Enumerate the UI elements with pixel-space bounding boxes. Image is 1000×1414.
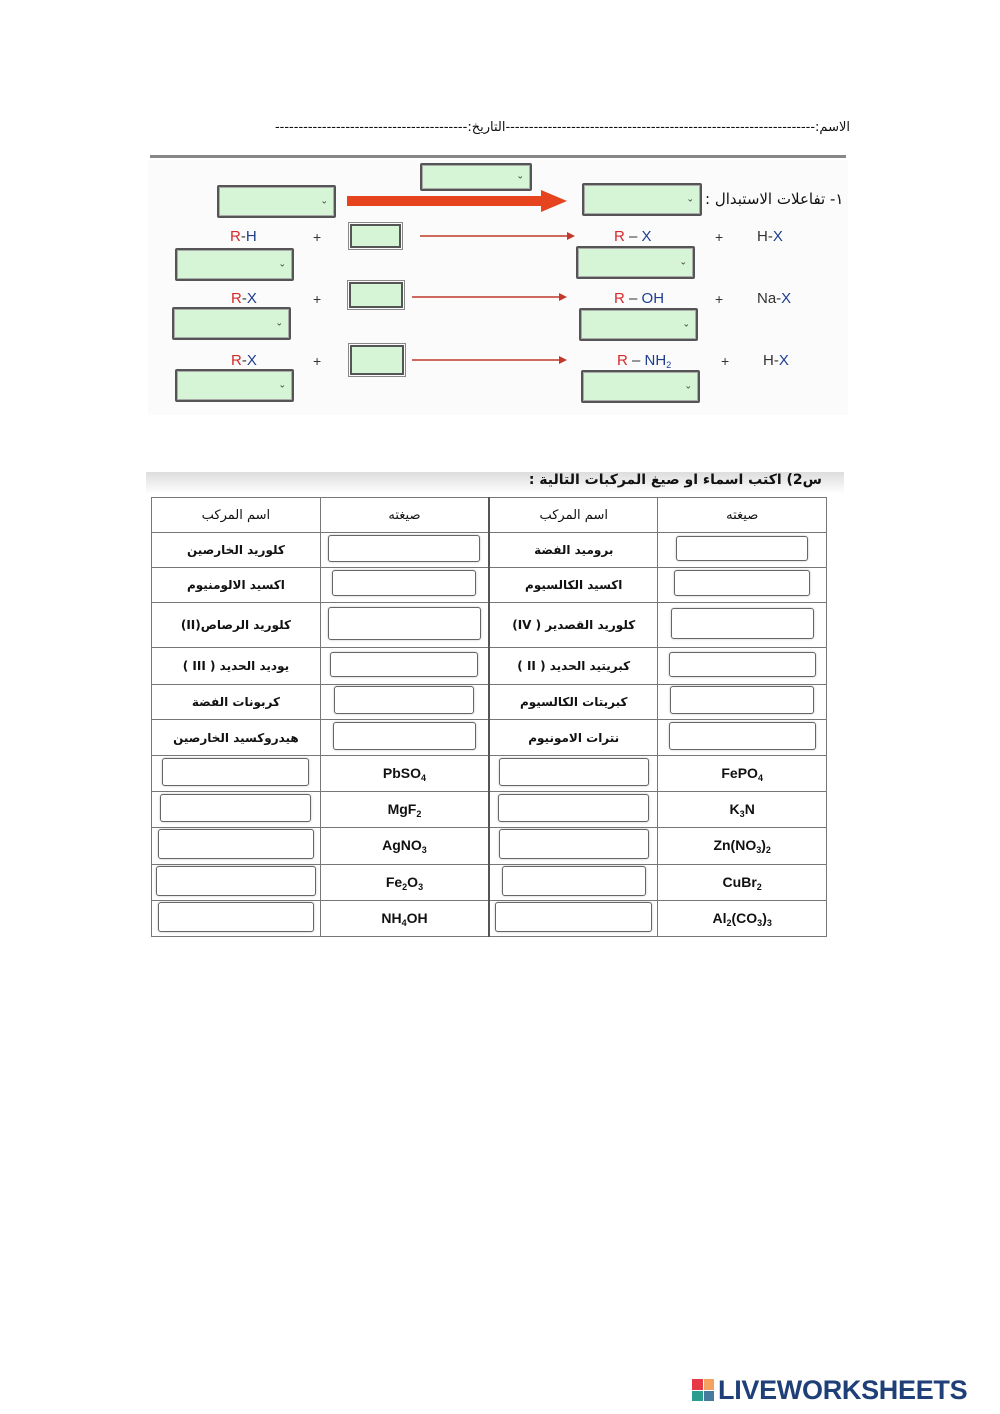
reactant-type-dropdown[interactable] bbox=[217, 185, 336, 218]
name-cell bbox=[489, 792, 658, 828]
name-date-line bbox=[150, 120, 850, 142]
name-input[interactable] bbox=[156, 866, 316, 896]
formula-input[interactable] bbox=[334, 686, 474, 714]
formula-cell bbox=[320, 648, 489, 685]
chevron-down-icon: ⌄ bbox=[516, 171, 524, 182]
compound-name: كبريتات الكالسيوم bbox=[489, 685, 658, 720]
byproduct-3: H-X bbox=[763, 352, 789, 369]
chevron-down-icon: ⌄ bbox=[684, 381, 692, 391]
formula-cell bbox=[658, 720, 827, 756]
formula-cell bbox=[320, 568, 489, 603]
compound-formula: $Zn(NO_3)_2$ bbox=[658, 828, 827, 865]
compound-name: نترات الامونيوم bbox=[489, 720, 658, 756]
chevron-down-icon: ⌄ bbox=[275, 318, 283, 328]
formula-input[interactable] bbox=[669, 652, 816, 677]
name-input[interactable] bbox=[160, 794, 311, 822]
formula-cell bbox=[658, 533, 827, 568]
reaction3-right-dropdown[interactable] bbox=[581, 370, 700, 403]
plus-sign: + bbox=[313, 291, 322, 307]
header-formula-right: صيغته bbox=[658, 498, 827, 533]
formula-input[interactable] bbox=[676, 536, 808, 561]
name-input[interactable] bbox=[495, 902, 652, 932]
reactant-3: R-X bbox=[231, 352, 257, 369]
compound-name: كلوريد القصدير ( IV) bbox=[489, 603, 658, 648]
name-cell bbox=[152, 828, 321, 865]
compound-formula: $Fe_2O_3$ bbox=[320, 865, 489, 901]
reaction-arrow-icon bbox=[347, 190, 567, 212]
logo-square bbox=[692, 1379, 703, 1390]
compound-formula: $Al_2(CO_3)_3$ bbox=[658, 901, 827, 937]
compound-formula: FePO$_4$ bbox=[658, 756, 827, 792]
compounds-table bbox=[151, 497, 827, 937]
compound-name: اكسيد الكالسيوم bbox=[489, 568, 658, 603]
arrow-icon bbox=[412, 293, 567, 301]
header-divider bbox=[150, 155, 846, 158]
reagent-input-3[interactable] bbox=[350, 345, 404, 375]
plus-sign: + bbox=[715, 291, 724, 307]
name-cell bbox=[489, 756, 658, 792]
formula-cell bbox=[658, 568, 827, 603]
reagent-input-1[interactable] bbox=[350, 224, 401, 248]
compound-name: كربونات الفضة bbox=[152, 685, 321, 720]
chevron-down-icon: ⌄ bbox=[682, 319, 690, 329]
product-2: R – OH bbox=[614, 290, 665, 307]
name-cell bbox=[152, 756, 321, 792]
chevron-down-icon: ⌄ bbox=[278, 259, 286, 269]
plus-sign: + bbox=[721, 353, 730, 369]
compound-formula: $K_3N$ bbox=[658, 792, 827, 828]
chevron-down-icon: ⌄ bbox=[278, 380, 286, 390]
product-3: R – $NH_2$ bbox=[617, 352, 672, 370]
logo-square bbox=[704, 1391, 715, 1402]
reagent-input-2[interactable] bbox=[349, 282, 403, 308]
formula-cell bbox=[320, 603, 489, 648]
condition-dropdown[interactable] bbox=[420, 163, 532, 191]
plus-sign: + bbox=[715, 229, 724, 245]
name-cell bbox=[489, 901, 658, 937]
compound-name: يوديد الحديد ( III ) bbox=[152, 648, 321, 685]
reaction1-right-dropdown[interactable] bbox=[576, 246, 695, 279]
compound-formula: $NH_4OH$ bbox=[320, 901, 489, 937]
reactant-2: R-X bbox=[231, 290, 257, 307]
compound-name: اكسيد الالومنيوم bbox=[152, 568, 321, 603]
liveworksheets-logo[interactable] bbox=[692, 1374, 967, 1406]
chevron-down-icon: ⌄ bbox=[679, 257, 687, 267]
reaction3-left-dropdown[interactable] bbox=[175, 369, 294, 402]
compound-formula: PbSO$_4$ bbox=[320, 756, 489, 792]
formula-cell bbox=[320, 533, 489, 568]
byproduct-1: H-X bbox=[757, 228, 783, 245]
formula-cell bbox=[320, 720, 489, 756]
formula-cell bbox=[320, 685, 489, 720]
name-input[interactable] bbox=[502, 866, 646, 896]
name-input[interactable] bbox=[162, 758, 309, 786]
formula-input[interactable] bbox=[674, 570, 810, 596]
logo-square bbox=[704, 1379, 715, 1390]
formula-input[interactable] bbox=[333, 722, 476, 750]
byproduct-2: Na-X bbox=[757, 290, 792, 307]
name-cell bbox=[152, 792, 321, 828]
arrow-icon bbox=[420, 232, 575, 240]
plus-sign: + bbox=[313, 229, 322, 245]
formula-input[interactable] bbox=[671, 608, 814, 639]
formula-cell bbox=[658, 648, 827, 685]
date-label: التاريخ: bbox=[467, 120, 506, 135]
compound-name: هيدروكسيد الخارصين bbox=[152, 720, 321, 756]
compound-name: كبريتيد الحديد ( II ) bbox=[489, 648, 658, 685]
compound-formula: CuBr$_2$ bbox=[658, 865, 827, 901]
product-type-dropdown[interactable] bbox=[582, 183, 702, 216]
plus-sign: + bbox=[313, 353, 322, 369]
name-input[interactable] bbox=[158, 902, 314, 932]
chevron-down-icon: ⌄ bbox=[686, 194, 694, 204]
formula-input[interactable] bbox=[670, 686, 814, 714]
arrow-icon bbox=[412, 356, 567, 364]
reaction1-left-dropdown[interactable] bbox=[175, 248, 294, 281]
name-cell bbox=[152, 901, 321, 937]
reaction2-right-dropdown[interactable] bbox=[579, 308, 698, 341]
formula-input[interactable] bbox=[669, 722, 816, 750]
compound-name: كلوريد الخارصين bbox=[152, 533, 321, 568]
reactant-1: R-H bbox=[230, 228, 257, 245]
name-cell bbox=[152, 865, 321, 901]
name-cell bbox=[489, 865, 658, 901]
compound-formula: MgF$_2$ bbox=[320, 792, 489, 828]
logo-text: LIVEWORKSHEETS bbox=[718, 1374, 968, 1405]
formula-input[interactable] bbox=[328, 607, 481, 640]
compound-formula: AgNO$_3$ bbox=[320, 828, 489, 865]
logo-square bbox=[692, 1391, 703, 1402]
formula-cell bbox=[658, 603, 827, 648]
logo-icon bbox=[692, 1379, 714, 1401]
header-formula-left: صيغته bbox=[320, 498, 489, 533]
compound-name: بروميد الفضة bbox=[489, 533, 658, 568]
formula-input[interactable] bbox=[330, 652, 478, 677]
date-blank[interactable]: ----------------------------------------- bbox=[274, 120, 468, 135]
name-label: الاسم: bbox=[815, 120, 850, 135]
compound-name: كلوريد الرصاص(II) bbox=[152, 603, 321, 648]
question2-title: س2) اكتب اسماء او صيغ المركبات التالية : bbox=[528, 472, 822, 488]
product-1: R – X bbox=[614, 228, 652, 245]
formula-cell bbox=[658, 685, 827, 720]
header-name-left: اسم المركب bbox=[152, 498, 321, 533]
name-input[interactable] bbox=[158, 829, 314, 859]
name-blank[interactable]: ------------------------------------------------------------------ bbox=[505, 120, 816, 135]
name-input[interactable] bbox=[499, 829, 649, 859]
formula-input[interactable] bbox=[332, 570, 476, 596]
reaction2-left-dropdown[interactable] bbox=[172, 307, 291, 340]
header-name-right: اسم المركب bbox=[489, 498, 658, 533]
name-cell bbox=[489, 828, 658, 865]
name-input[interactable] bbox=[499, 758, 649, 786]
name-input[interactable] bbox=[498, 794, 649, 822]
question1-title: ١- تفاعلات الاستبدال : bbox=[705, 190, 844, 208]
formula-input[interactable] bbox=[328, 535, 480, 562]
chevron-down-icon: ⌄ bbox=[320, 196, 328, 206]
